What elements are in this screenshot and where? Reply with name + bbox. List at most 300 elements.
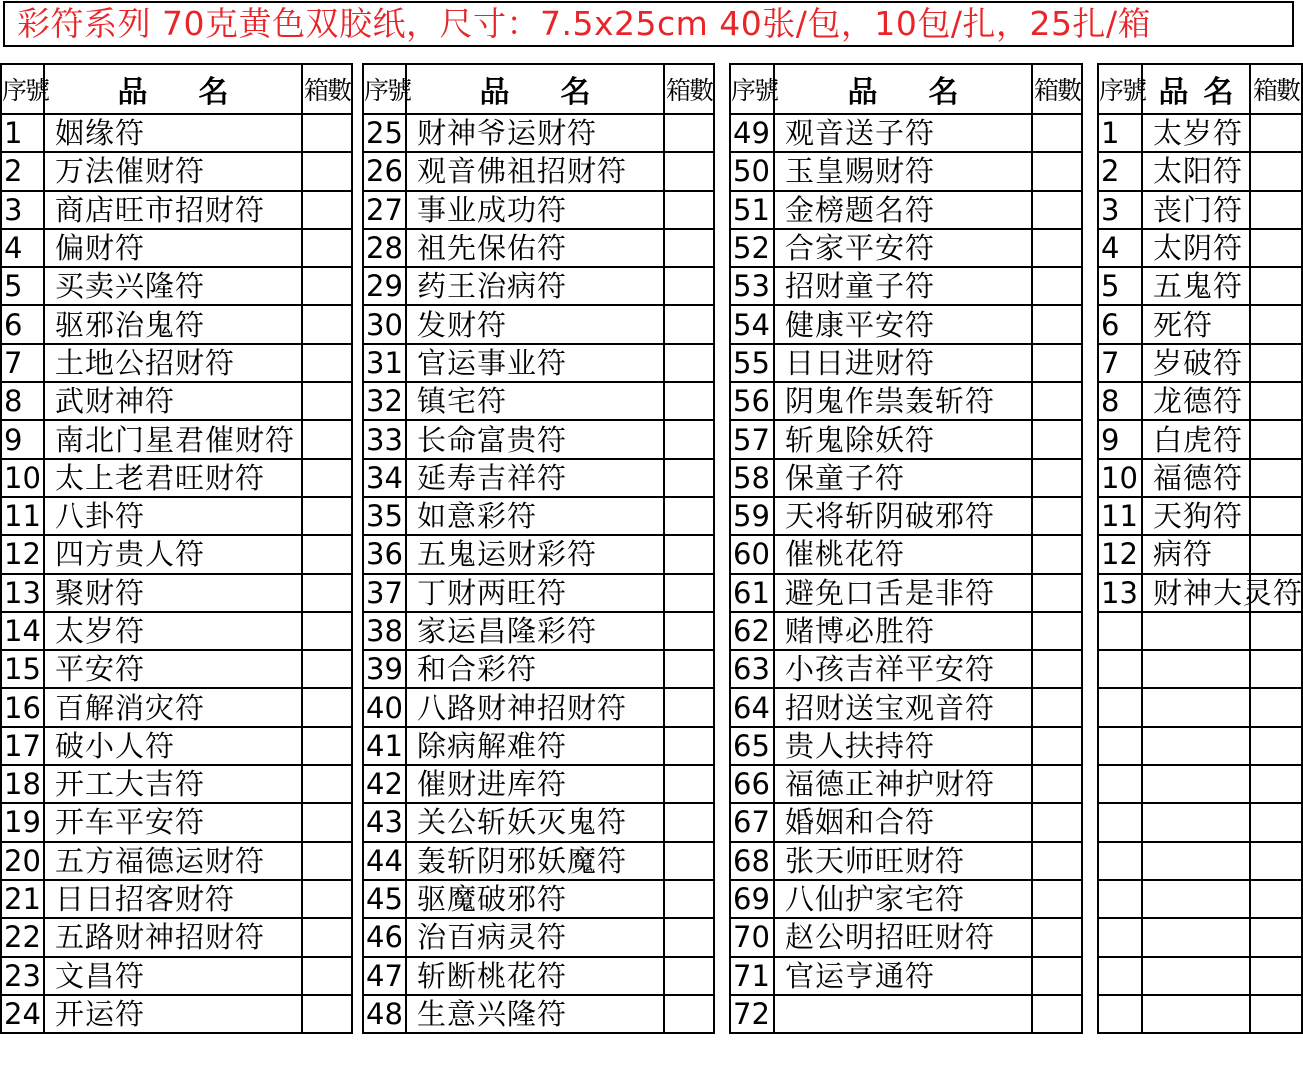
table-row <box>1 880 352 918</box>
name-cell: 生意兴隆符 <box>406 995 664 1033</box>
name-cell: 开运符 <box>44 995 302 1033</box>
name-cell: 福德符 <box>1142 459 1250 497</box>
seq-cell: 49 <box>730 114 774 152</box>
boxes-cell[interactable] <box>302 497 352 535</box>
name-cell: 病符 <box>1142 535 1250 573</box>
table-row <box>1098 114 1302 152</box>
boxes-cell[interactable] <box>1032 459 1082 497</box>
name-cell: 开车平安符 <box>44 803 302 841</box>
table-row <box>1098 305 1302 343</box>
table-row <box>1 191 352 229</box>
name-cell: 斩断桃花符 <box>406 957 664 995</box>
name-cell: 招财童子符 <box>774 267 1032 305</box>
boxes-cell[interactable] <box>302 267 352 305</box>
seq-cell: 18 <box>1 765 44 803</box>
name-cell: 观音送子符 <box>774 114 1032 152</box>
name-cell <box>1142 688 1250 726</box>
page-title: 彩符系列 70克黄色双胶纸，尺寸：7.5x25cm 40张/包，10包/扎，25扎/箱 <box>3 1 1294 47</box>
boxes-cell[interactable] <box>1250 267 1302 305</box>
table-row <box>363 305 714 343</box>
column-header-name: 品 名 <box>774 64 1032 114</box>
seq-cell: 5 <box>1098 267 1142 305</box>
name-cell: 文昌符 <box>44 957 302 995</box>
name-cell: 观音佛祖招财符 <box>406 152 664 190</box>
name-cell: 开工大吉符 <box>44 765 302 803</box>
boxes-cell[interactable] <box>664 497 714 535</box>
seq-cell: 51 <box>730 191 774 229</box>
name-cell: 聚财符 <box>44 574 302 612</box>
table-row <box>1 344 352 382</box>
boxes-cell[interactable] <box>302 688 352 726</box>
column-header-name: 品 名 <box>1142 64 1250 114</box>
seq-cell: 47 <box>363 957 406 995</box>
boxes-cell[interactable] <box>1032 152 1082 190</box>
boxes-cell[interactable] <box>1032 612 1082 650</box>
boxes-cell[interactable] <box>1032 842 1082 880</box>
boxes-cell[interactable] <box>1032 114 1082 152</box>
seq-cell: 35 <box>363 497 406 535</box>
name-cell: 合家平安符 <box>774 229 1032 267</box>
table-row <box>1 459 352 497</box>
seq-cell <box>1098 880 1142 918</box>
boxes-cell[interactable] <box>1250 191 1302 229</box>
boxes-cell[interactable] <box>1032 918 1082 956</box>
boxes-cell[interactable] <box>664 344 714 382</box>
seq-cell <box>1098 612 1142 650</box>
boxes-cell[interactable] <box>1032 382 1082 420</box>
table-row <box>1098 957 1302 995</box>
boxes-cell[interactable] <box>1250 612 1302 650</box>
seq-cell: 55 <box>730 344 774 382</box>
table-row <box>1 114 352 152</box>
table-row <box>363 803 714 841</box>
table-row <box>730 535 1082 573</box>
table-row <box>1098 344 1302 382</box>
seq-cell: 26 <box>363 152 406 190</box>
boxes-cell[interactable] <box>1032 727 1082 765</box>
seq-cell: 27 <box>363 191 406 229</box>
table-row <box>1098 765 1302 803</box>
name-cell: 日日招客财符 <box>44 880 302 918</box>
boxes-cell[interactable] <box>664 957 714 995</box>
boxes-cell[interactable] <box>1250 459 1302 497</box>
name-cell: 贵人扶持符 <box>774 727 1032 765</box>
seq-cell: 57 <box>730 420 774 458</box>
table-row <box>730 229 1082 267</box>
seq-cell: 67 <box>730 803 774 841</box>
boxes-cell[interactable] <box>1032 957 1082 995</box>
boxes-cell[interactable] <box>1250 535 1302 573</box>
seq-cell: 20 <box>1 842 44 880</box>
seq-cell: 43 <box>363 803 406 841</box>
boxes-cell[interactable] <box>1250 727 1302 765</box>
boxes-cell[interactable] <box>664 382 714 420</box>
table-row <box>730 842 1082 880</box>
seq-cell: 9 <box>1098 420 1142 458</box>
seq-cell: 24 <box>1 995 44 1033</box>
table-row <box>1 382 352 420</box>
boxes-cell[interactable] <box>1250 114 1302 152</box>
boxes-cell[interactable] <box>1250 344 1302 382</box>
boxes-cell[interactable] <box>664 995 714 1033</box>
table-row <box>1098 535 1302 573</box>
boxes-cell[interactable] <box>1250 229 1302 267</box>
boxes-cell[interactable] <box>1250 152 1302 190</box>
boxes-cell[interactable] <box>664 918 714 956</box>
name-cell: 阴鬼作祟轰斩符 <box>774 382 1032 420</box>
boxes-cell[interactable] <box>302 382 352 420</box>
seq-cell <box>1098 765 1142 803</box>
boxes-cell[interactable] <box>664 229 714 267</box>
seq-cell <box>1098 688 1142 726</box>
boxes-cell[interactable] <box>664 459 714 497</box>
column-header-seq: 序號 <box>1 64 44 114</box>
name-cell <box>1142 612 1250 650</box>
boxes-cell[interactable] <box>302 650 352 688</box>
boxes-cell[interactable] <box>664 727 714 765</box>
seq-cell: 8 <box>1098 382 1142 420</box>
table-row <box>1 420 352 458</box>
table-row <box>363 114 714 152</box>
seq-cell: 50 <box>730 152 774 190</box>
table-row <box>363 650 714 688</box>
boxes-cell[interactable] <box>1032 650 1082 688</box>
seq-cell: 62 <box>730 612 774 650</box>
table-row <box>363 420 714 458</box>
seq-cell: 42 <box>363 765 406 803</box>
boxes-cell[interactable] <box>664 420 714 458</box>
boxes-cell[interactable] <box>1032 803 1082 841</box>
seq-cell: 4 <box>1098 229 1142 267</box>
boxes-cell[interactable] <box>1250 420 1302 458</box>
seq-cell: 33 <box>363 420 406 458</box>
column-header-name: 品 名 <box>406 64 664 114</box>
seq-cell: 19 <box>1 803 44 841</box>
boxes-cell[interactable] <box>1250 650 1302 688</box>
seq-cell: 40 <box>363 688 406 726</box>
name-cell: 金榜题名符 <box>774 191 1032 229</box>
name-cell: 日日进财符 <box>774 344 1032 382</box>
seq-cell: 3 <box>1098 191 1142 229</box>
seq-cell <box>1098 727 1142 765</box>
seq-cell: 34 <box>363 459 406 497</box>
name-cell <box>1142 880 1250 918</box>
boxes-cell[interactable] <box>302 535 352 573</box>
name-cell: 除病解难符 <box>406 727 664 765</box>
seq-cell: 59 <box>730 497 774 535</box>
table-row <box>363 880 714 918</box>
seq-cell: 60 <box>730 535 774 573</box>
boxes-cell[interactable] <box>302 459 352 497</box>
name-cell: 百解消灾符 <box>44 688 302 726</box>
seq-cell: 9 <box>1 420 44 458</box>
boxes-cell[interactable] <box>302 229 352 267</box>
boxes-cell[interactable] <box>1250 382 1302 420</box>
table-row <box>1 152 352 190</box>
table-row <box>1 765 352 803</box>
table-row <box>730 688 1082 726</box>
table-row <box>1 612 352 650</box>
seq-cell: 17 <box>1 727 44 765</box>
name-cell <box>774 995 1032 1033</box>
boxes-cell[interactable] <box>1032 574 1082 612</box>
seq-cell: 36 <box>363 535 406 573</box>
boxes-cell[interactable] <box>302 114 352 152</box>
column-header-seq: 序號 <box>363 64 406 114</box>
boxes-cell[interactable] <box>1250 765 1302 803</box>
table-row <box>730 191 1082 229</box>
boxes-cell[interactable] <box>1250 918 1302 956</box>
seq-cell: 69 <box>730 880 774 918</box>
boxes-cell[interactable] <box>1032 267 1082 305</box>
seq-cell: 44 <box>363 842 406 880</box>
seq-cell: 68 <box>730 842 774 880</box>
name-cell: 关公斩妖灭鬼符 <box>406 803 664 841</box>
name-cell <box>1142 765 1250 803</box>
seq-cell: 2 <box>1098 152 1142 190</box>
seq-cell: 8 <box>1 382 44 420</box>
seq-cell: 12 <box>1098 535 1142 573</box>
name-cell: 土地公招财符 <box>44 344 302 382</box>
boxes-cell[interactable] <box>1032 497 1082 535</box>
name-cell: 官运事业符 <box>406 344 664 382</box>
boxes-cell[interactable] <box>302 995 352 1033</box>
seq-cell: 7 <box>1 344 44 382</box>
name-cell: 和合彩符 <box>406 650 664 688</box>
seq-cell: 6 <box>1098 305 1142 343</box>
name-cell: 治百病灵符 <box>406 918 664 956</box>
table-row <box>363 459 714 497</box>
boxes-cell[interactable] <box>664 612 714 650</box>
table-row <box>1 727 352 765</box>
column-header-boxes: 箱數 <box>664 64 714 114</box>
boxes-cell[interactable] <box>302 957 352 995</box>
name-cell <box>1142 957 1250 995</box>
name-cell: 八卦符 <box>44 497 302 535</box>
name-cell: 驱魔破邪符 <box>406 880 664 918</box>
boxes-cell[interactable] <box>1250 880 1302 918</box>
boxes-cell[interactable] <box>664 535 714 573</box>
table-row <box>363 382 714 420</box>
boxes-cell[interactable] <box>1032 229 1082 267</box>
boxes-cell[interactable] <box>1032 995 1082 1033</box>
name-cell: 白虎符 <box>1142 420 1250 458</box>
seq-cell <box>1098 803 1142 841</box>
table-row <box>1098 995 1302 1033</box>
name-cell: 财神爷运财符 <box>406 114 664 152</box>
table-row <box>1098 650 1302 688</box>
name-cell: 招财送宝观音符 <box>774 688 1032 726</box>
name-cell: 太岁符 <box>44 612 302 650</box>
name-cell: 武财神符 <box>44 382 302 420</box>
name-cell: 天将斩阴破邪符 <box>774 497 1032 535</box>
table-row <box>1098 688 1302 726</box>
table-row <box>1098 382 1302 420</box>
seq-cell: 6 <box>1 305 44 343</box>
name-cell: 官运亨通符 <box>774 957 1032 995</box>
boxes-cell[interactable] <box>1250 803 1302 841</box>
seq-cell: 61 <box>730 574 774 612</box>
boxes-cell[interactable] <box>302 344 352 382</box>
name-cell: 镇宅符 <box>406 382 664 420</box>
table-row <box>363 688 714 726</box>
column-header-boxes: 箱數 <box>1032 64 1082 114</box>
seq-cell: 29 <box>363 267 406 305</box>
boxes-cell[interactable] <box>664 880 714 918</box>
boxes-cell[interactable] <box>1250 497 1302 535</box>
table-row <box>363 842 714 880</box>
seq-cell: 23 <box>1 957 44 995</box>
boxes-cell[interactable] <box>664 574 714 612</box>
seq-cell: 21 <box>1 880 44 918</box>
name-cell: 张天师旺财符 <box>774 842 1032 880</box>
table-row <box>1098 612 1302 650</box>
table-row <box>1 497 352 535</box>
boxes-cell[interactable] <box>664 305 714 343</box>
name-cell: 丁财两旺符 <box>406 574 664 612</box>
table-row <box>730 880 1082 918</box>
seq-cell: 72 <box>730 995 774 1033</box>
seq-cell: 14 <box>1 612 44 650</box>
name-cell: 姻缘符 <box>44 114 302 152</box>
boxes-cell[interactable] <box>1032 535 1082 573</box>
seq-cell: 15 <box>1 650 44 688</box>
seq-cell: 12 <box>1 535 44 573</box>
boxes-cell[interactable] <box>1250 995 1302 1033</box>
table-row <box>363 574 714 612</box>
name-cell: 五鬼符 <box>1142 267 1250 305</box>
seq-cell: 30 <box>363 305 406 343</box>
seq-cell: 1 <box>1098 114 1142 152</box>
boxes-cell[interactable] <box>302 612 352 650</box>
boxes-cell[interactable] <box>1032 688 1082 726</box>
table-row <box>363 229 714 267</box>
name-cell: 驱邪治鬼符 <box>44 305 302 343</box>
name-cell: 八仙护家宅符 <box>774 880 1032 918</box>
boxes-cell[interactable] <box>302 305 352 343</box>
boxes-cell[interactable] <box>302 152 352 190</box>
boxes-cell[interactable] <box>302 191 352 229</box>
name-cell: 丧门符 <box>1142 191 1250 229</box>
boxes-cell[interactable] <box>1250 688 1302 726</box>
boxes-cell[interactable] <box>302 803 352 841</box>
name-cell: 财神大灵符 <box>1142 574 1250 612</box>
boxes-cell[interactable] <box>1032 344 1082 382</box>
column-header-boxes: 箱數 <box>1250 64 1302 114</box>
table-row <box>1 995 352 1033</box>
name-cell: 四方贵人符 <box>44 535 302 573</box>
boxes-cell[interactable] <box>664 842 714 880</box>
column-header-boxes: 箱數 <box>302 64 352 114</box>
table-row <box>730 267 1082 305</box>
name-cell: 太岁符 <box>1142 114 1250 152</box>
name-cell: 岁破符 <box>1142 344 1250 382</box>
table-row <box>730 765 1082 803</box>
seq-cell: 63 <box>730 650 774 688</box>
table-row <box>1 574 352 612</box>
boxes-cell[interactable] <box>1032 880 1082 918</box>
seq-cell <box>1098 650 1142 688</box>
table-row <box>363 612 714 650</box>
table-row <box>1 267 352 305</box>
table-row <box>1098 229 1302 267</box>
boxes-cell[interactable] <box>664 765 714 803</box>
boxes-cell[interactable] <box>302 918 352 956</box>
boxes-cell[interactable] <box>664 803 714 841</box>
table-row <box>363 152 714 190</box>
boxes-cell[interactable] <box>1032 305 1082 343</box>
boxes-cell[interactable] <box>664 650 714 688</box>
name-cell: 玉皇赐财符 <box>774 152 1032 190</box>
table-row <box>1098 803 1302 841</box>
boxes-cell[interactable] <box>302 880 352 918</box>
name-cell: 太阳符 <box>1142 152 1250 190</box>
seq-cell: 3 <box>1 191 44 229</box>
boxes-cell[interactable] <box>302 420 352 458</box>
name-cell: 太阴符 <box>1142 229 1250 267</box>
seq-cell: 2 <box>1 152 44 190</box>
seq-cell: 37 <box>363 574 406 612</box>
table-row <box>1098 880 1302 918</box>
seq-cell: 53 <box>730 267 774 305</box>
name-cell: 小孩吉祥平安符 <box>774 650 1032 688</box>
name-cell: 药王治病符 <box>406 267 664 305</box>
boxes-cell[interactable] <box>664 152 714 190</box>
name-cell: 八路财神招财符 <box>406 688 664 726</box>
table-row <box>1098 459 1302 497</box>
boxes-cell[interactable] <box>1250 305 1302 343</box>
name-cell: 如意彩符 <box>406 497 664 535</box>
boxes-cell[interactable] <box>1032 765 1082 803</box>
name-cell: 商店旺市招财符 <box>44 191 302 229</box>
boxes-cell[interactable] <box>302 765 352 803</box>
boxes-cell[interactable] <box>302 727 352 765</box>
boxes-cell[interactable] <box>1250 957 1302 995</box>
price-table-3 <box>729 63 1083 1034</box>
seq-cell: 46 <box>363 918 406 956</box>
name-cell: 南北门星君催财符 <box>44 420 302 458</box>
table-row <box>363 957 714 995</box>
seq-cell: 48 <box>363 995 406 1033</box>
seq-cell <box>1098 995 1142 1033</box>
seq-cell: 65 <box>730 727 774 765</box>
boxes-cell[interactable] <box>1250 842 1302 880</box>
table-row <box>363 995 714 1033</box>
name-cell <box>1142 995 1250 1033</box>
name-cell: 天狗符 <box>1142 497 1250 535</box>
boxes-cell[interactable] <box>664 114 714 152</box>
table-row <box>1 650 352 688</box>
boxes-cell[interactable] <box>1032 420 1082 458</box>
seq-cell: 13 <box>1098 574 1142 612</box>
boxes-cell[interactable] <box>664 191 714 229</box>
table-row <box>1098 918 1302 956</box>
seq-cell: 10 <box>1098 459 1142 497</box>
boxes-cell[interactable] <box>664 267 714 305</box>
boxes-cell[interactable] <box>302 574 352 612</box>
table-row <box>363 918 714 956</box>
table-row <box>363 344 714 382</box>
name-cell <box>1142 803 1250 841</box>
name-cell: 保童子符 <box>774 459 1032 497</box>
name-cell: 轰斩阴邪妖魔符 <box>406 842 664 880</box>
table-row <box>730 995 1082 1033</box>
seq-cell <box>1098 918 1142 956</box>
boxes-cell[interactable] <box>1032 191 1082 229</box>
boxes-cell[interactable] <box>664 688 714 726</box>
boxes-cell[interactable] <box>302 842 352 880</box>
seq-cell: 10 <box>1 459 44 497</box>
